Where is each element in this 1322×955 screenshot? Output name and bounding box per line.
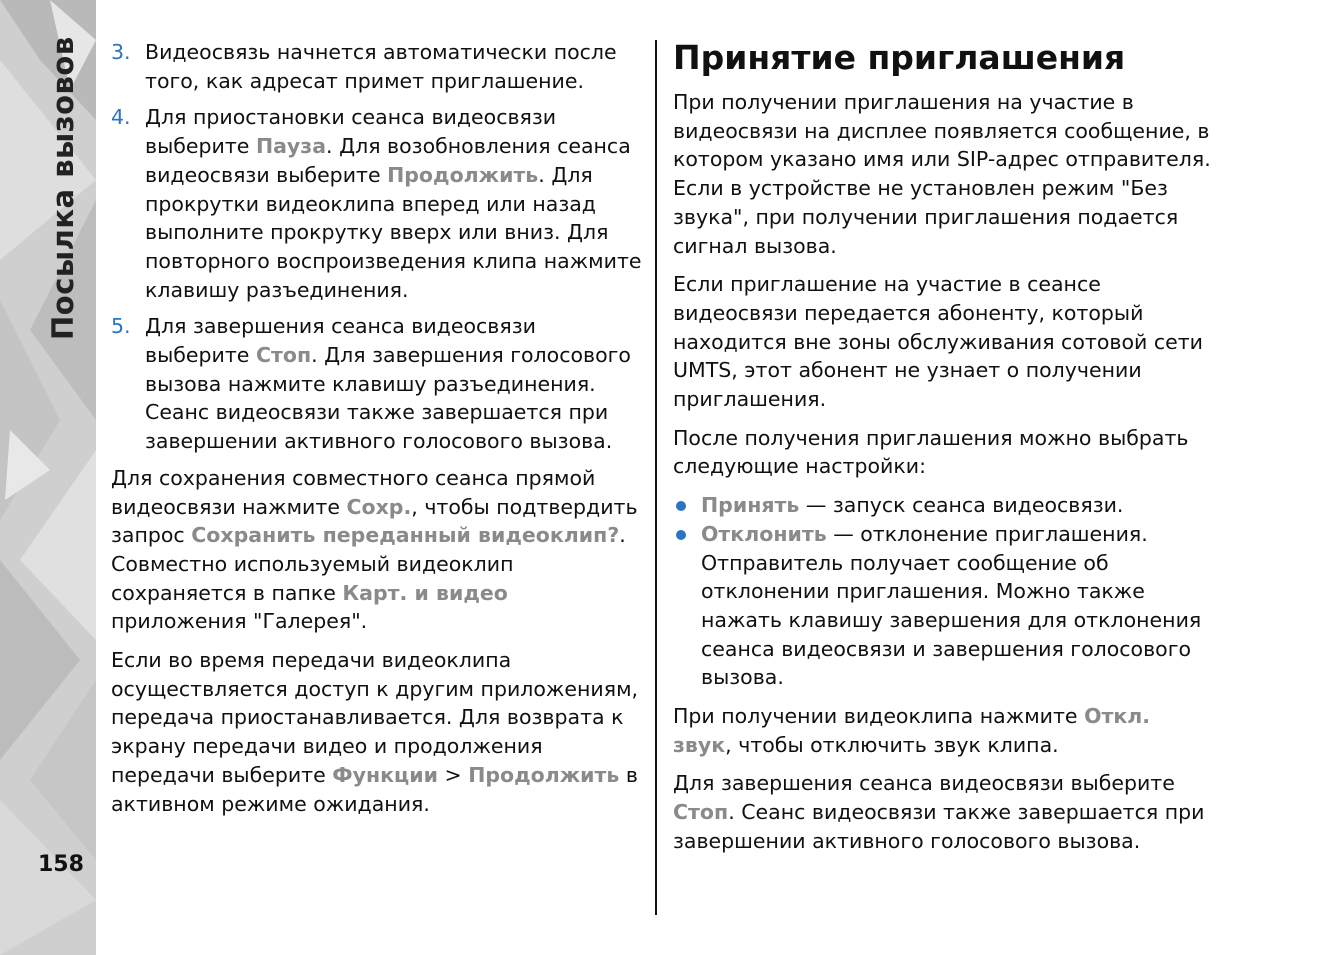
keyword-continue: Продолжить bbox=[468, 762, 620, 787]
paragraph-stop bbox=[673, 769, 1213, 855]
step-text: Видеосвязь начнется автоматически после того, как адресат примет приглашение. bbox=[145, 40, 617, 93]
separator: > bbox=[437, 762, 469, 787]
list-item bbox=[111, 312, 643, 456]
text: Для завершения сеанса видеосвязи выберите bbox=[673, 771, 1175, 796]
text: приложения "Галерея". bbox=[111, 609, 368, 634]
step-text: . Для завершения голосового вызова нажмите клавишу разъединения. Сеанс видеосвязи также завершается при завершении активного голосового вызова. bbox=[145, 343, 631, 454]
step-number: 5. bbox=[111, 314, 131, 339]
list-item bbox=[673, 491, 1213, 520]
left-column bbox=[111, 38, 643, 828]
text: , чтобы отключить звук клипа. bbox=[725, 732, 1059, 757]
keyword-pause: Пауза bbox=[255, 134, 327, 159]
list-item bbox=[111, 103, 643, 304]
keyword-options: Функции bbox=[332, 762, 438, 787]
bullet-icon bbox=[676, 530, 686, 540]
sidebar bbox=[0, 0, 96, 955]
paragraph: Если приглашение на участие в сеансе видеосвязи передается абоненту, который находится вне зоны обслуживания сотовой сети UMTS, этот абонент не узнает о получении приглашения. bbox=[673, 272, 1203, 412]
step-text: . Для прокрутки видеоклипа вперед или назад выполните прокрутку вверх или вниз. Для повторного воспроизведения клипа нажмите клавишу разъединения. bbox=[145, 162, 642, 302]
keyword-continue: Продолжить bbox=[387, 162, 539, 187]
keyword-reject: Отклонить bbox=[701, 521, 827, 546]
paragraph: После получения приглашения можно выбрать следующие настройки: bbox=[673, 425, 1189, 479]
text: в активном режиме ожидания. bbox=[111, 762, 638, 816]
step-text: Для приостановки сеанса видеосвязи выберите bbox=[145, 105, 557, 159]
text: — отклонение приглашения. Отправитель получает сообщение об отклонении приглашения. Можно также нажать клавишу завершения для отклонения сеанса видеосвязи и завершения голосового вызова. bbox=[701, 521, 1202, 690]
step-text: . Для возобновления сеанса видеосвязи выберите bbox=[145, 134, 631, 187]
text: , чтобы подтвердить запрос bbox=[111, 494, 638, 548]
list-item bbox=[111, 38, 643, 95]
paragraph-save bbox=[111, 464, 643, 636]
text: Если во время передачи видеоклипа осуществляется доступ к другим приложениям, передача приостанавливается. Для возврата к экрану передачи видео и продолжения передачи выберите bbox=[111, 648, 639, 787]
list-item bbox=[673, 520, 1213, 692]
section-title-container: Посылка вызовов bbox=[46, 36, 80, 340]
steps-list bbox=[111, 38, 643, 456]
column-divider bbox=[655, 40, 657, 915]
options-list bbox=[673, 491, 1213, 692]
keyword-stop: Стоп bbox=[255, 343, 312, 368]
page-number: 158 bbox=[38, 852, 84, 877]
step-text: Для завершения сеанса видеосвязи выберите bbox=[145, 314, 536, 368]
right-column bbox=[673, 38, 1213, 866]
keyword-mute: Откл. звук bbox=[673, 704, 1151, 757]
text: . Сеанс видеосвязи также завершается при завершении активного голосового вызова. bbox=[673, 800, 1205, 853]
text: — запуск сеанса видеосвязи. bbox=[799, 493, 1124, 518]
page-heading: Принятие приглашения bbox=[673, 38, 1126, 77]
text: Для сохранения совместного сеанса прямой видеосвязи нажмите bbox=[111, 465, 596, 519]
bullet-icon bbox=[676, 501, 686, 511]
paragraph-pause bbox=[111, 646, 643, 818]
keyword-save-prompt: Сохранить переданный видеоклип? bbox=[191, 523, 620, 548]
paragraph-mute bbox=[673, 702, 1213, 759]
step-number: 4. bbox=[111, 105, 131, 130]
keyword-save: Сохр. bbox=[346, 494, 412, 519]
step-number: 3. bbox=[111, 40, 131, 64]
keyword-accept: Принять bbox=[701, 493, 800, 518]
keyword-folder: Карт. и видео bbox=[342, 580, 508, 605]
paragraph: При получении приглашения на участие в видеосвязи на дисплее появляется сообщение, в котором указано имя или SIP-адрес отправителя. Если в устройстве не установлен режим "Без звука", при получении приглашения подается сигнал вызова. bbox=[673, 90, 1211, 258]
keyword-stop: Стоп bbox=[673, 800, 729, 825]
text: При получении видеоклипа нажмите bbox=[673, 704, 1085, 729]
text: . Совместно используемый видеоклип сохраняется в папке bbox=[111, 523, 626, 605]
